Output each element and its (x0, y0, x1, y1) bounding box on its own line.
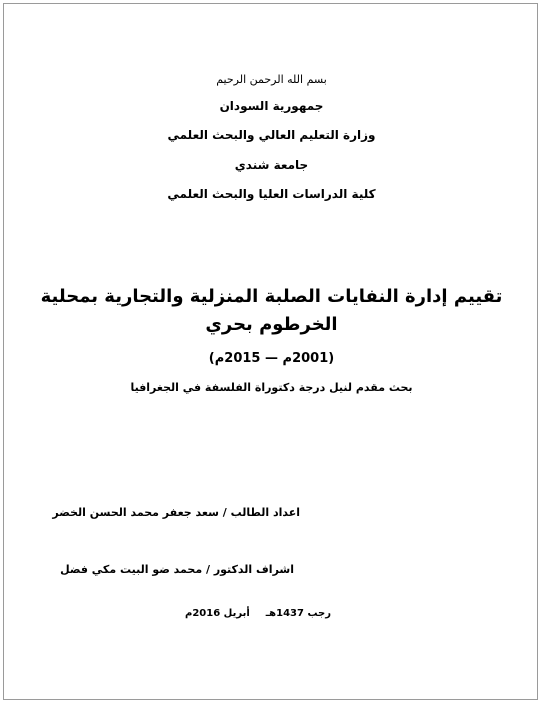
republic-name: جمهورية السودان (219, 99, 324, 113)
date-line (185, 609, 331, 619)
university-name: جامعة شندي (234, 158, 309, 172)
study-period: (2001م — 2015م) (208, 351, 335, 366)
degree-note: بحث مقدم لنيل درجة دكتوراة الفلسفة في الجغرافيا (130, 381, 413, 394)
college-name: كلية الدراسات العليا والبحث العلمي (167, 187, 376, 201)
student-credit: اعداد الطالب / سعد جعفر محمد الحسن الخضر (52, 506, 300, 519)
hijri-date: رجب 1437هـ (265, 608, 331, 619)
ministry-name: وزارة التعليم العالي والبحث العلمي (167, 128, 376, 142)
supervisor-credit: اشراف الدكتور / محمد ضو البيت مكي فضل (60, 563, 294, 576)
basmala-text: بسم الله الرحمن الرحيم (216, 73, 327, 86)
gregorian-date: أبريل 2016م (185, 608, 250, 619)
document-page (3, 3, 538, 700)
thesis-title-line-2: الخرطوم بحري (205, 314, 338, 335)
thesis-title-line-1: تقييم إدارة النفايات الصلبة المنزلية والتجارية بمحلية (40, 286, 503, 307)
